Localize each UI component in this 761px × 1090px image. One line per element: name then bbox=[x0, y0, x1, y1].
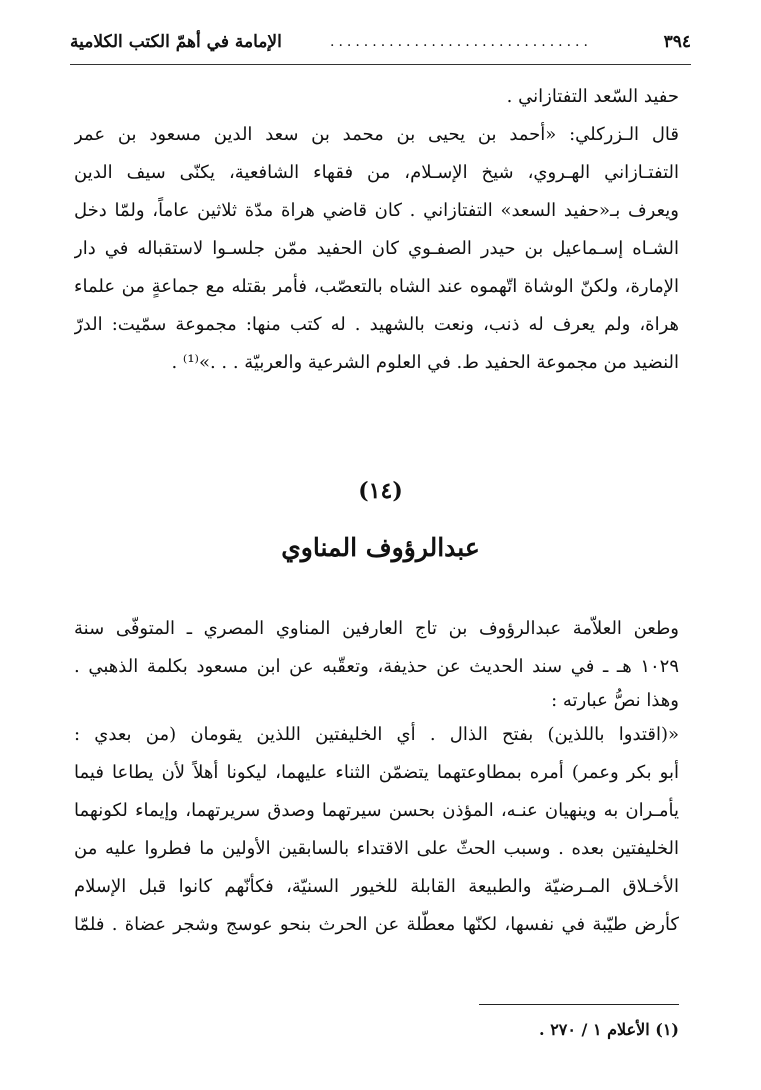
text-line: وطعن العلاّمة عبدالرؤوف بن تاج العارفين المناوي المصري ـ المتوفّى سنة bbox=[74, 618, 679, 639]
text-line: يأمـران به وينهيان عنـه، المؤذن بحسن سيرتهما وصدق سريرتهما، وإيماء لكونهما bbox=[74, 800, 679, 821]
paragraph-block-1 bbox=[74, 78, 679, 382]
section-title: عبدالرؤوف المناوي bbox=[281, 533, 480, 562]
text-line: كأرض طيّبة في نفسها، لكنّها معطّلة عن الحرث بنحو عوسج وشجر عضاة . فلمّا bbox=[74, 914, 679, 935]
header-rule bbox=[70, 64, 691, 65]
paragraph-block-2 bbox=[74, 610, 679, 944]
text-line: التفتـازاني الهـروي، شيخ الإسـلام، من فقهاء الشافعية، يكنّى سيف الدين bbox=[74, 162, 679, 183]
text-line: الأخـلاق المـرضيّة والطبيعة القابلة للخيور السنيّة، فكأنّهم كانوا قبل الإسلام bbox=[74, 876, 679, 897]
page-number: ٣٩٤ bbox=[663, 32, 691, 52]
text-line: النضيد من مجموعة الحفيد ط. في العلوم الشرعية والعربيّة . . .»⁽¹⁾ . bbox=[171, 352, 679, 373]
text-line: حفيد السّعد التفتازاني . bbox=[506, 86, 679, 107]
header-leader-dots: ............................... bbox=[330, 34, 592, 50]
text-line: الخليفتين بعده . وسبب الحثّ على الاقتداء بالسابقين الأولين ما فطروا عليه من bbox=[74, 838, 679, 859]
section-number: (١٤) bbox=[358, 478, 403, 504]
text-line: أبو بكر وعمر) أمره بمطاوعتهما يتضمّن الثناء عليهما، ليكونا أهلاً لأن يطاعا فيما bbox=[74, 762, 679, 783]
running-header bbox=[70, 32, 691, 58]
text-line: «(اقتدوا باللذين) بفتح الذال . أي الخليفتين اللذين يقومان (من بعدي : bbox=[74, 724, 679, 745]
footnote: (١) الأعلام ١ / ٢٧٠ . bbox=[539, 1020, 679, 1039]
footnote-rule bbox=[479, 1004, 679, 1005]
text-line: هراة، ولم يعرف له ذنب، ونعت بالشهيد . له كتب منها: مجموعة سمّيت: الدرّ bbox=[74, 314, 679, 335]
text-line: ١٠٢٩ هـ ـ في سند الحديث عن حذيفة، وتعقّبه عن ابن مسعود بكلمة الذهبي . bbox=[74, 656, 679, 677]
running-title: الإمامة في أهمّ الكتب الكلامية bbox=[70, 32, 282, 52]
text-line: قال الـزركلي: «أحمد بن يحيى بن محمد بن سعد الدين مسعود بن عمر bbox=[74, 124, 679, 145]
text-line: وهذا نصُّ عبارته : bbox=[551, 690, 679, 711]
text-line: الشـاه إسـماعيل بن حيدر الصفـوي كان الحفيد ممّن جلسـوا لاستقباله في دار bbox=[74, 238, 679, 259]
text-line: الإمارة، ولكنّ الوشاة اتّهموه عند الشاه بالتعصّب، فأمر بقتله مع جماعةٍ من علماء bbox=[74, 276, 679, 297]
text-line: ويعرف بـ«حفيد السعد» التفتازاني . كان قاضي هراة مدّة ثلاثين عاماً، ولمّا دخل bbox=[74, 200, 679, 221]
